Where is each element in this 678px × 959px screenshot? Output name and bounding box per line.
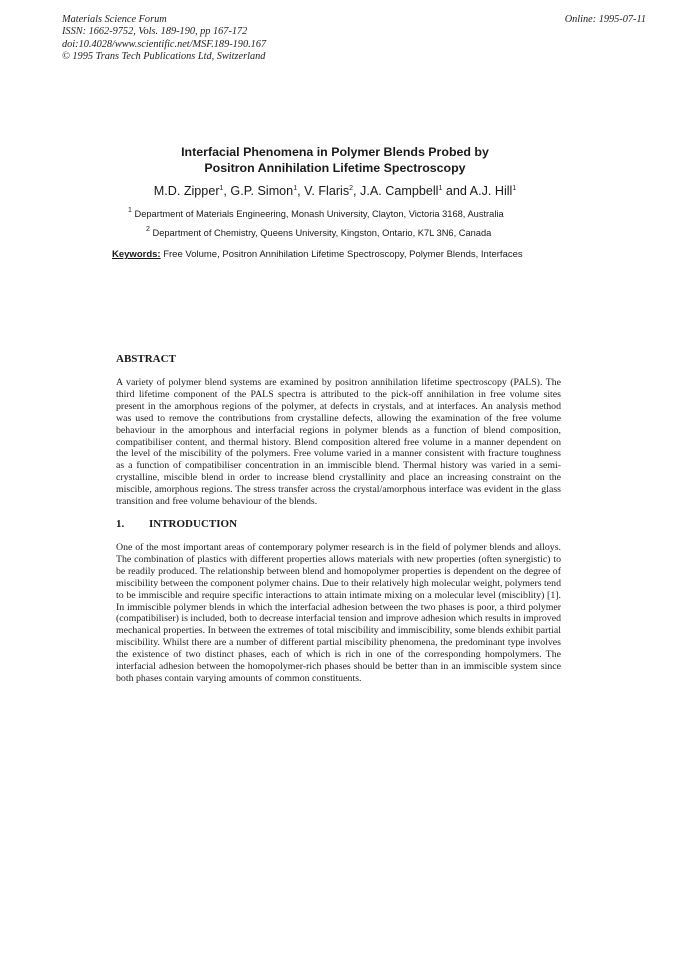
- journal-name: Materials Science Forum: [62, 14, 167, 25]
- section-number: 1.: [116, 518, 125, 530]
- citation-header: [62, 14, 266, 64]
- issn-line: ISSN: 1662-9752, Vols. 189-190, pp 167-172: [62, 26, 248, 38]
- affiliation-1: $^1$ Department of Materials Engineering, Monash University, Clayton, Victoria 3168, Australia: [128, 207, 504, 219]
- author: V. Flaris$^2$,: [304, 184, 361, 198]
- affiliation-mark: 2: [146, 226, 150, 233]
- affiliation-mark: 1: [219, 185, 224, 192]
- affiliation-mark: 1: [293, 185, 298, 192]
- author: J.A. Campbell$^1$ and: [360, 184, 470, 198]
- author: M.D. Zipper$^1$,: [153, 184, 231, 198]
- keywords-label: Keywords:: [112, 249, 161, 260]
- keywords: [112, 249, 523, 261]
- copyright-line: © 1995 Trans Tech Publications Ltd, Switzerland: [62, 51, 266, 63]
- introduction-body: One of the most important areas of contemporary polymer research is in the field of polymer blends and alloys. The combination of plastics with different properties allows materials with new properties (often synergistic) to be readily produced. The relationship between blend and homopolymer properties is dependent on the degree of miscibility between the component polymer chains. Due to their relatively high molecular weight, polymers tend to be immiscible and require specific interactions to attain intimate mixing on a molecular level (misciblity) [1]. In immiscible polymer blends in which the interfacial adhesion between the two phases is poor, a third polymer (compatibiliser) is included, both to decrease interfacial tension and improve adhesion which results in improved mechanical properties. In between the extremes of total miscibility and immiscibility, some blends exhibit partial miscibility. Whilst there are a number of different partial miscibility phenomena, the predominant type involves the existence of two distinct phases, each of which is rich in one of the corresponding hompolymers. The interfacial adhesion between the homopolymer-rich phases should be better than in an immiscible system since both phases contain varying amounts of common constituents.: [116, 542, 561, 684]
- paper-title: [100, 145, 570, 176]
- affiliation-mark: 1: [512, 185, 517, 192]
- introduction-heading: [116, 518, 237, 531]
- section-title: INTRODUCTION: [149, 518, 238, 530]
- online-date: Online: 1995-07-11: [564, 14, 646, 25]
- author: A.J. Hill$^1$: [469, 184, 517, 198]
- abstract-heading: ABSTRACT: [116, 353, 176, 365]
- affiliation-mark: 2: [349, 185, 354, 192]
- title-line-2: Positron Annihilation Lifetime Spectroscopy: [204, 160, 466, 175]
- title-line-1: Interfacial Phenomena in Polymer Blends Probed by: [181, 145, 489, 159]
- affiliation-mark: 1: [438, 185, 443, 192]
- abstract-body: A variety of polymer blend systems are examined by positron annihilation lifetime spectroscopy (PALS). The third lifetime component of the PALS spectra is attributed to the pick-off annihilation in free volume sites present in the amorphous regions of the polymer, at defects in crystals, and at interfaces. An analysis method was used to remove the contributions from crystalline defects, allowing the examination of the free volume behaviour in the amorphous and interfacial regions in polymer blends as a function of blend composition, compatibiliser content, and thermal history. Blend composition altered free volume in a manner dependent on the level of the miscibility of the polymers. Free volume varied in a manner consistent with fracture toughness as a function of compatibiliser concentration in an immiscible blend. Thermal history was varied in a semi-crystalline, miscible blend in order to increase blend crystallinity and place an increasing constraint on the miscible, amorphous regions. The stress transfer across the crystal/amorphous interface was evident in the glass transition and free volume behaviour of the blends.: [116, 377, 561, 508]
- author-list: [100, 184, 570, 199]
- affiliation-2: $^2$ Department of Chemistry, Queens University, Kingston, Ontario, K7L 3N6, Canada: [146, 226, 492, 238]
- doi-line: doi:10.4028/www.scientific.net/MSF.189-190.167: [62, 38, 267, 50]
- affiliation-mark: 1: [128, 207, 132, 214]
- keywords-text: Free Volume, Positron Annihilation Lifetime Spectroscopy, Polymer Blends, Interfaces: [163, 249, 523, 260]
- author: G.P. Simon$^1$,: [230, 184, 305, 198]
